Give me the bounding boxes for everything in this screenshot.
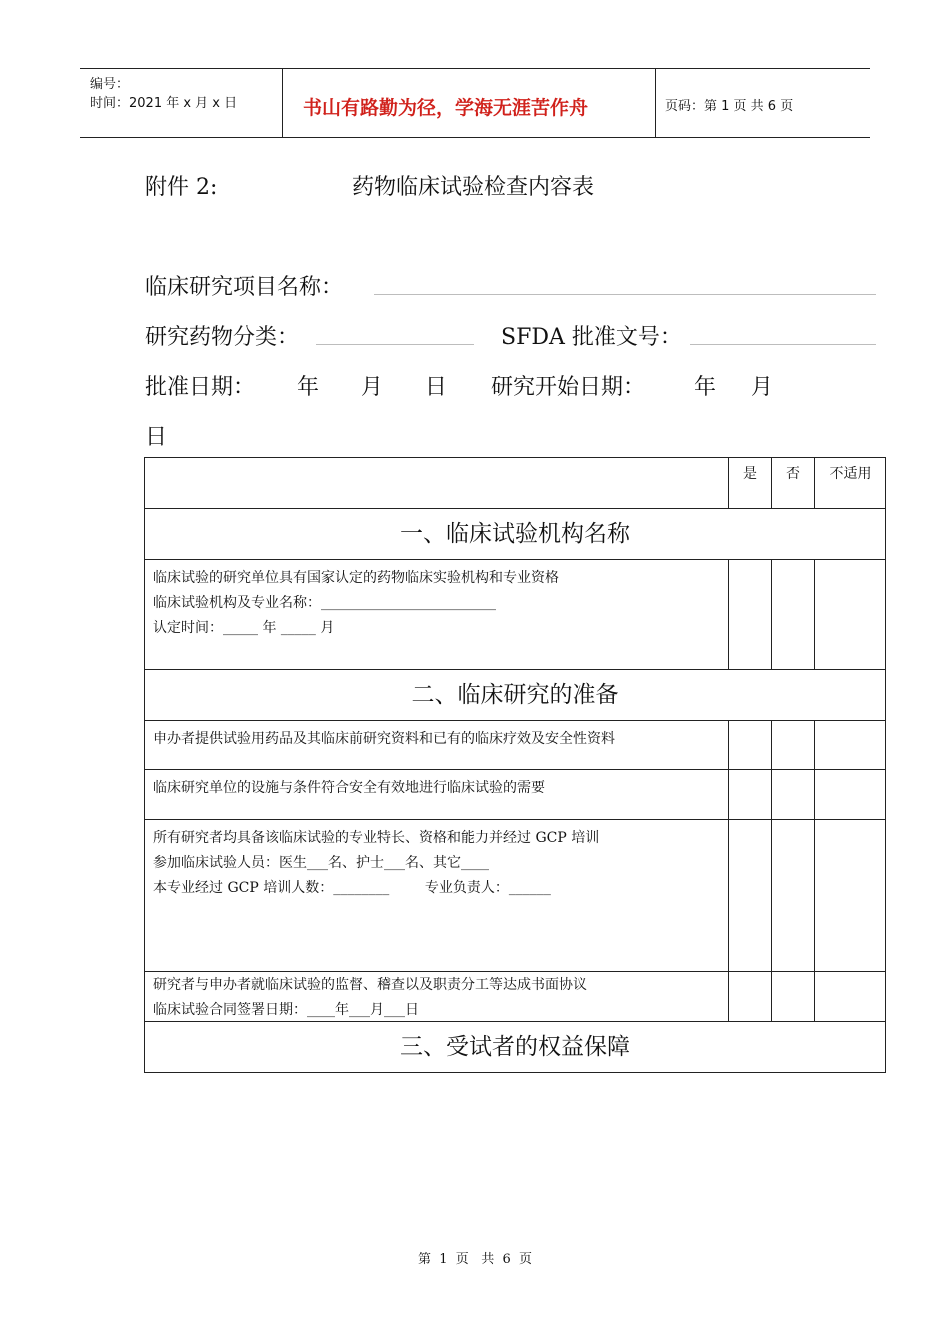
check-yes[interactable] — [728, 721, 771, 769]
check-na[interactable] — [814, 770, 886, 819]
check-na[interactable] — [814, 820, 886, 971]
col-yes: 是 — [728, 458, 771, 508]
row-line: 认定时间：_____ 年 _____ 月 — [153, 620, 335, 636]
check-yes[interactable] — [728, 972, 771, 1021]
check-no[interactable] — [771, 972, 814, 1021]
check-yes[interactable] — [728, 770, 771, 819]
header-band — [80, 68, 870, 138]
number-label: 编号： — [90, 77, 130, 92]
check-no[interactable] — [771, 721, 814, 769]
row-text — [145, 820, 728, 971]
check-na[interactable] — [814, 972, 886, 1021]
check-no[interactable] — [771, 820, 814, 971]
checklist-table — [144, 457, 886, 1073]
check-no[interactable] — [771, 770, 814, 819]
row-line: 临床试验的研究单位具有国家认定的药物临床实验机构和专业资格 — [153, 570, 559, 586]
section-title: 三、受试者的权益保障 — [145, 1021, 885, 1072]
row-line: 申办者提供试验用药品及其临床前研究资料和已有的临床疗效及安全性资料 — [153, 731, 615, 747]
row-line: 所有研究者均具备该临床试验的专业特长、资格和能力并经过 GCP 培训 — [153, 830, 600, 846]
table-row — [145, 971, 885, 1021]
page-info: 页码：第 1 页 共 6 页 — [665, 99, 794, 114]
header-blank-cell — [145, 458, 728, 508]
table-row — [145, 819, 885, 971]
section-title: 一、临床试验机构名称 — [145, 508, 885, 559]
row-line: 临床试验机构及专业名称：_________________________ — [153, 595, 496, 611]
table-header-row — [145, 458, 885, 508]
row-text — [145, 721, 728, 769]
time-label: 时间：2021 年 x 月 x 日 — [90, 96, 238, 111]
table-row — [145, 769, 885, 819]
study-start-day: 日 — [145, 425, 168, 450]
header-page-cell — [656, 69, 870, 137]
header-meta-cell — [80, 69, 283, 137]
sfda-label: SFDA 批准文号： — [501, 325, 682, 350]
sfda-number-field[interactable] — [690, 344, 876, 345]
check-na[interactable] — [814, 721, 886, 769]
project-name-label: 临床研究项目名称： — [145, 275, 344, 300]
row-line: 研究者与申办者就临床试验的监督、稽查以及职责分工等达成书面协议 — [153, 977, 587, 993]
drug-class-field[interactable] — [316, 344, 474, 345]
table-row — [145, 720, 885, 769]
project-name-field[interactable] — [374, 294, 876, 295]
table-row — [145, 559, 885, 669]
header-motto-cell — [283, 69, 656, 137]
motto: 书山有路勤为径，学海无涯苦作舟 — [303, 97, 589, 119]
check-yes[interactable] — [728, 820, 771, 971]
page-title: 药物临床试验检查内容表 — [352, 175, 595, 200]
check-yes[interactable] — [728, 560, 771, 669]
row-line: 本专业经过 GCP 培训人数：________ 专业负责人：______ — [153, 880, 551, 896]
check-na[interactable] — [814, 560, 886, 669]
row-line: 临床试验合同签署日期：____年___月___日 — [153, 1002, 419, 1018]
row-text — [145, 972, 728, 1021]
drug-class-label: 研究药物分类： — [145, 325, 300, 350]
check-no[interactable] — [771, 560, 814, 669]
row-line: 参加临床试验人员：医生___名、护士___名、其它____ — [153, 855, 489, 871]
approval-date: 批准日期： 年 月 日 — [145, 375, 447, 400]
row-text — [145, 560, 728, 669]
study-start-date: 研究开始日期： 年 月 — [491, 375, 773, 400]
row-line: 临床研究单位的设施与条件符合安全有效地进行临床试验的需要 — [153, 780, 545, 796]
section-title: 二、临床研究的准备 — [145, 669, 885, 720]
attachment-label: 附件 2: — [145, 175, 218, 200]
page-footer: 第 1 页 共 6 页 — [418, 1252, 532, 1267]
col-no: 否 — [771, 458, 814, 508]
col-na: 不适用 — [814, 458, 886, 508]
row-text — [145, 770, 728, 819]
